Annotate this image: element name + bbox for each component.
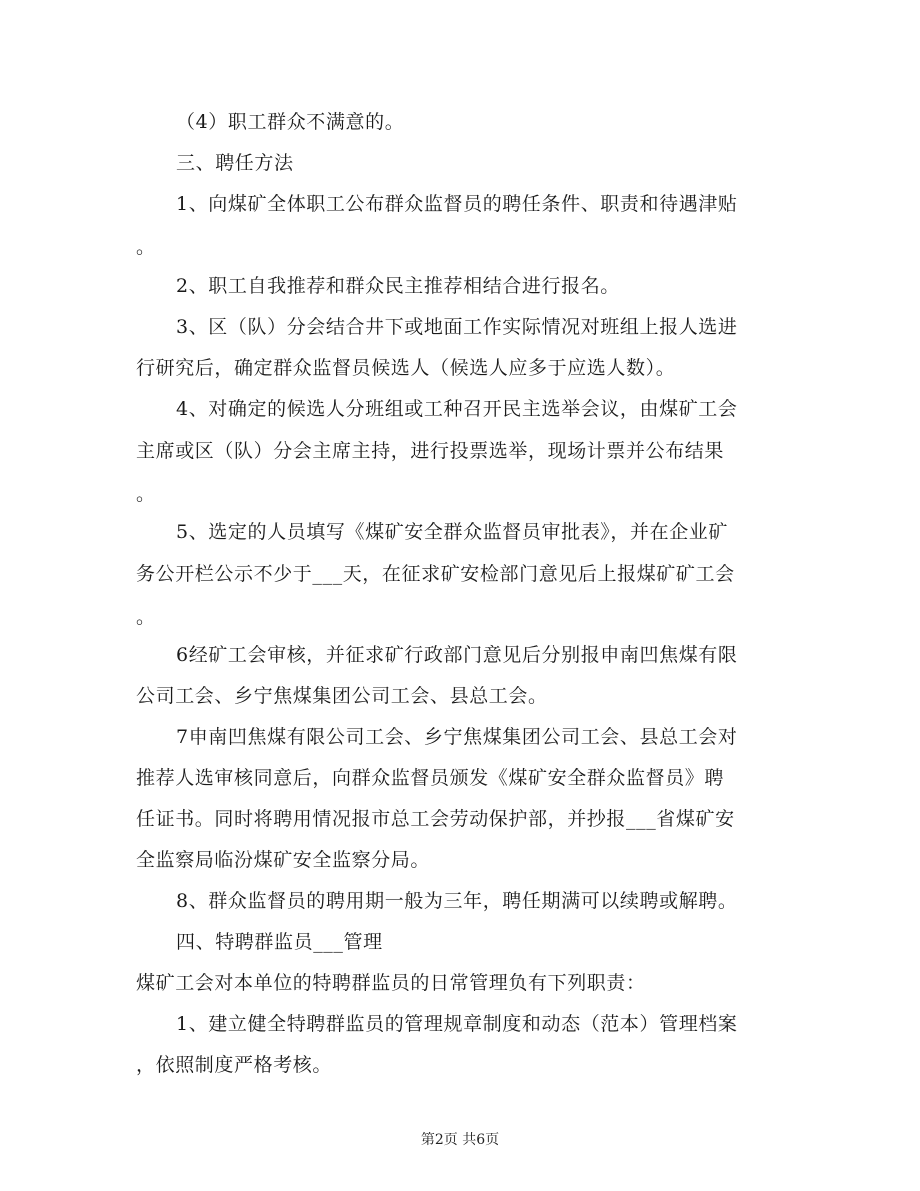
text-line: 4、对确定的候选人分班组或工种召开民主选举会议，由煤矿工会	[176, 398, 738, 420]
text-line: 全监察局临汾煤矿安全监察分局。	[136, 849, 431, 871]
text-line: 。	[136, 236, 156, 258]
text-line: 任证书。同时将聘用情况报市总工会劳动保护部，并抄报___省煤矿安	[136, 808, 735, 830]
text-line: 行研究后，确定群众监督员候选人（候选人应多于应选人数）。	[136, 357, 676, 379]
text-line: 2、职工自我推荐和群众民主推荐相结合进行报名。	[176, 275, 620, 297]
text-line: ，依照制度严格考核。	[136, 1054, 333, 1076]
text-line: 。	[136, 606, 156, 628]
text-line: 煤矿工会对本单位的特聘群监员的日常管理负有下列职责：	[136, 972, 646, 994]
text-line: 。	[136, 483, 156, 505]
text-line: 6经矿工会审核，并征求矿行政部门意见后分别报申南凹焦煤有限	[176, 644, 738, 666]
text-line: （4）职工群众不满意的。	[176, 111, 405, 133]
text-line: 3、区（队）分会结合井下或地面工作实际情况对班组上报人选进	[176, 316, 738, 338]
section-heading: 三、聘任方法	[176, 152, 294, 174]
text-line: 1、建立健全特聘群监员的管理规章制度和动态（范本）管理档案	[176, 1013, 738, 1035]
text-line: 7申南凹焦煤有限公司工会、乡宁焦煤集团公司工会、县总工会对	[176, 726, 738, 748]
text-line: 1、向煤矿全体职工公布群众监督员的聘任条件、职责和待遇津贴	[176, 193, 738, 215]
page-number-footer: 第2页 共6页	[420, 1132, 500, 1148]
text-line: 主席或区（队）分会主席主持，进行投票选举，现场计票并公布结果	[136, 440, 725, 462]
text-line: 5、选定的人员填写《煤矿安全群众监督员审批表》，并在企业矿	[176, 521, 728, 543]
section-heading: 四、特聘群监员___管理	[176, 931, 383, 953]
text-line: 务公开栏公示不少于___天，在征求矿安检部门意见后上报煤矿矿工会	[136, 563, 735, 585]
text-line: 8、群众监督员的聘用期一般为三年，聘任期满可以续聘或解聘。	[176, 890, 738, 912]
text-line: 公司工会、乡宁焦煤集团公司工会、县总工会。	[136, 685, 548, 707]
text-line: 推荐人选审核同意后，向群众监督员颁发《煤矿安全群众监督员》聘	[136, 767, 725, 789]
